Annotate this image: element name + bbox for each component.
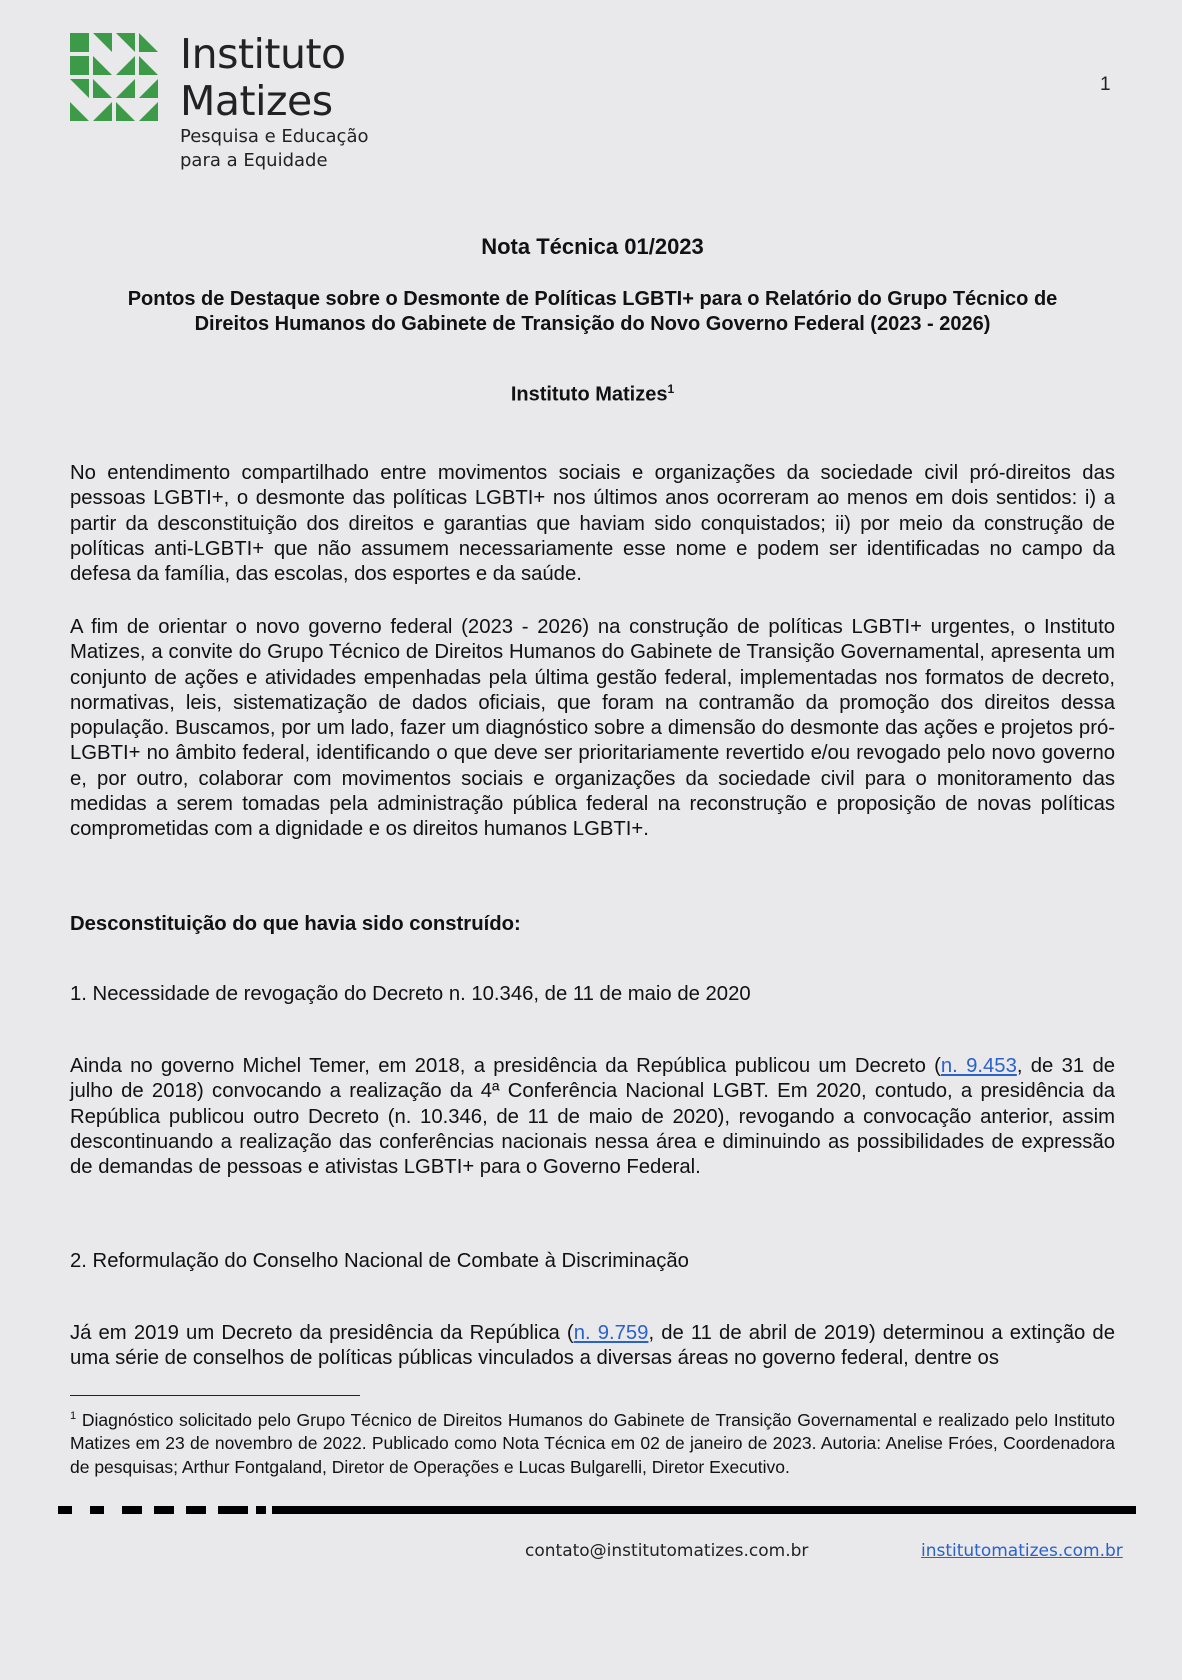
logo-tagline <box>180 125 369 173</box>
logo-name-line1: Instituto <box>180 30 346 78</box>
decree-9453-link[interactable]: n. 9.453 <box>940 1055 1017 1077</box>
footnote <box>70 1405 1115 1479</box>
item-2-text-before: Já em 2019 um Decreto da presidência da República ( <box>70 1322 574 1344</box>
logo-name-line2: Matizes <box>180 77 333 125</box>
item-1-paragraph <box>70 1054 1115 1180</box>
footnote-text: Diagnóstico solicitado pelo Grupo Técnico de Direitos Humanos do Gabinete de Transição Governamental e realizado pelo Instituto Matizes em 23 de novembro de 2022. Publicado como Nota Técnica em 02 de janeiro de 2023. Autoria: Anelise Fróes, Coordenadora de pesquisas; Arthur Fontgaland, Diretor de Operações e Lucas Bulgarelli, Diretor Executivo. <box>70 1409 1115 1477</box>
item-2-paragraph <box>70 1321 1115 1372</box>
item-2-title: 2. Reformulação do Conselho Nacional de Combate à Discriminação <box>70 1250 689 1272</box>
paragraph-2: A fim de orientar o novo governo federal (2023 - 2026) na construção de políticas LGBTI+ urgentes, o Instituto Matizes, a convite do Grupo Técnico de Direitos Humanos do Gabinete de Transição Governamental, apresenta um conjunto de ações e atividades empenhadas pela última gestão federal, implementadas nos formatos de decreto, normativas, leis, sistematização de dados oficiais, que foram na contramão da promoção dos direitos dessa população. Buscamos, por um lado, fazer um diagnóstico sobre a dimensão do desmonte das ações e projetos pró-LGBTI+ no âmbito federal, identificando o que deve ser prioritariamente revertido e/ou revogado pelo novo governo e, por outro, colaborar com movimentos sociais e organizações da sociedade civil para o monitoramento das medidas a serem tomadas pela administração pública federal na reconstrução e proposição de novas políticas comprometidas com a dignidade e os direitos humanos LGBTI+. <box>70 616 1115 841</box>
footnote-mark: 1 <box>70 1410 77 1422</box>
logo-tagline-line2: para a Equidade <box>180 150 328 171</box>
author-name: Instituto Matizes <box>510 383 668 406</box>
item-1-title: 1. Necessidade de revogação do Decreto n. 10.346, de 11 de maio de 2020 <box>70 983 751 1005</box>
subtitle-line1: Pontos de Destaque sobre o Desmonte de Políticas LGBTI+ para o Relatório do Grupo Técnico de <box>127 288 1058 310</box>
footer-email[interactable]: contato@institutomatizes.com.br <box>525 1541 809 1561</box>
section-heading: Desconstituição do que havia sido construído: <box>70 913 521 935</box>
author-footnote-mark[interactable]: 1 <box>667 382 675 396</box>
paragraph-1: No entendimento compartilhado entre movimentos sociais e organizações da sociedade civil pró-direitos das pessoas LGBTI+, o desmonte das políticas LGBTI+ nos últimos anos ocorreram ao menos em dois sentidos: i) a partir da desconstituição dos direitos e garantias que haviam sido conquistados; ii) por meio da construção de políticas anti-LGBTI+ que não assumem necessariamente esse nome e podem ser identificadas no campo da defesa da família, das escolas, dos esportes e da saúde. <box>70 462 1115 586</box>
item-1-text-after: , de 31 de julho de 2018) convocando a realização da 4ª Conferência Nacional LGBT. Em 2020, contudo, a presidência da República publicou outro Decreto (n. 10.346, de 11 de maio de 2020), revogando a convocação anterior, assim descontinuando a realização das conferências nacionais nessa área e diminuindo as possibilidades de expressão de demandas de pessoas e ativistas LGBTI+ para o Governo Federal. <box>70 1055 1116 1179</box>
subtitle-line2: Direitos Humanos do Gabinete de Transição do Novo Governo Federal (2023 - 2026) <box>194 313 991 335</box>
item-1-text-before: Ainda no governo Michel Temer, em 2018, a presidência da República publicou um Decreto ( <box>70 1055 941 1077</box>
page-number: 1 <box>1100 74 1111 95</box>
footer-divider <box>58 1506 1136 1514</box>
logo-wordmark <box>180 31 346 125</box>
item-2-text-after: , de 11 de abril de 2019) determinou a extinção de uma série de conselhos de políticas públicas vinculados a diversas áreas no governo federal, dentre os <box>70 1322 1115 1370</box>
document-title: Nota Técnica 01/2023 <box>481 234 704 259</box>
document-author <box>70 382 1115 407</box>
footnote-divider <box>70 1395 360 1396</box>
document-subtitle <box>70 287 1115 337</box>
footer-website-link[interactable]: institutomatizes.com.br <box>921 1541 1123 1561</box>
logo-tagline-line1: Pesquisa e Educação <box>180 126 369 147</box>
triangle-grid-logo-icon <box>70 33 160 123</box>
institute-logo <box>70 30 400 173</box>
decree-9759-link[interactable]: n. 9.759 <box>573 1322 649 1344</box>
